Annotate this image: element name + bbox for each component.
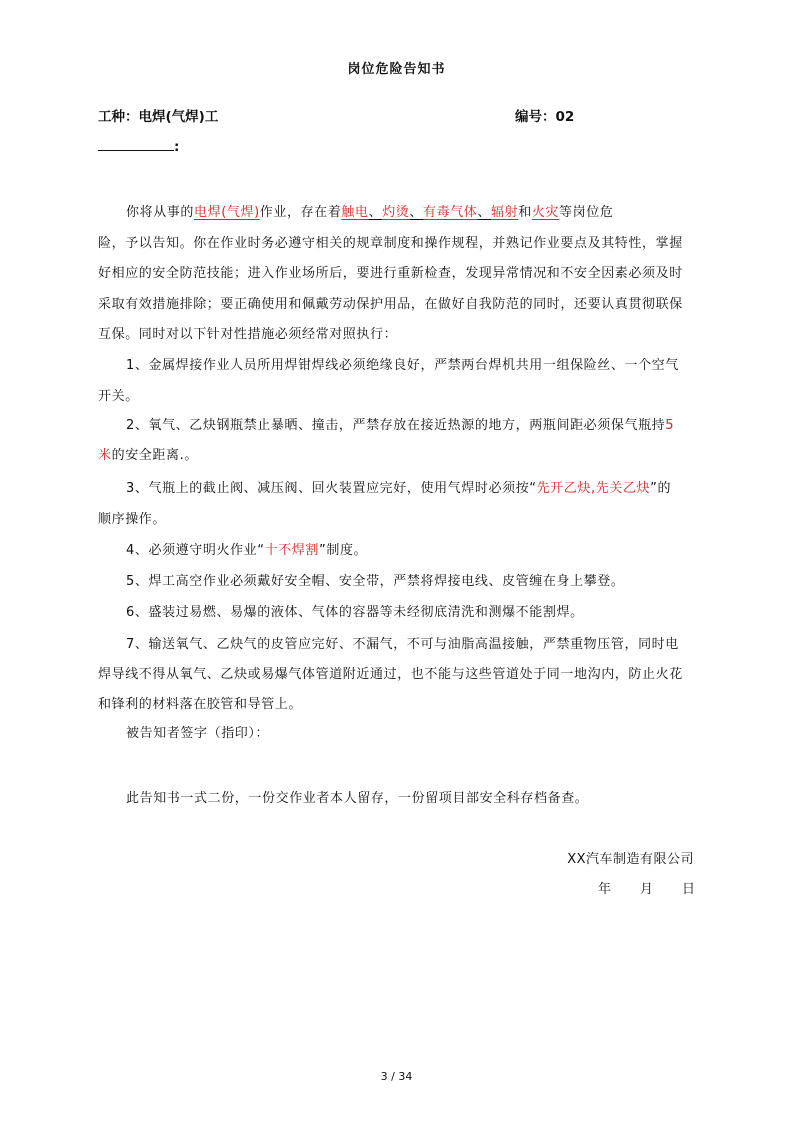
item-7-line-1: 7、输送氧气、乙炔气的皮管应完好、不漏气，不可与油脂高温接触，严禁重物压管，同时电	[126, 637, 679, 652]
addressee-blank	[98, 138, 174, 151]
intro-text: 等岗位危	[559, 205, 614, 220]
item-2-line-2	[98, 443, 198, 468]
number-value: 02	[555, 109, 575, 125]
addressee-colon: :	[174, 139, 180, 155]
document-number	[515, 105, 574, 125]
item-5: 5、焊工高空作业必须戴好安全帽、安全带，严禁将焊接电线、皮管缠在身上攀登。	[126, 574, 625, 589]
item-text: 的安全距离.。	[111, 448, 198, 463]
item-3-line-2: 顺序操作。	[98, 512, 167, 527]
intro-text: 和	[518, 205, 532, 220]
intro-line-3: 好相应的安全防范技能；进入作业场所后，要进行重新检查，发现异常情况和不安全因素必须及时	[98, 266, 683, 281]
item-text: 2、氧气、乙炔钢瓶禁止暴晒、撞击，严禁存放在接近热源的地方，两瓶间距必须保气瓶持	[126, 418, 666, 433]
copies-note: 此告知书一式二份，一份交作业者本人留存，一份留项目部安全科存档备查。	[126, 791, 589, 806]
separator: 、	[477, 205, 492, 220]
job-type	[98, 105, 218, 125]
item-text: 4、必须遵守明火作业“	[126, 543, 265, 558]
job-name: 电焊(气焊)	[194, 205, 260, 220]
item-1-line-1: 1、金属焊接作业人员所用焊钳焊线必须绝缘良好，严禁两台焊机共用一组保险丝、一个空气	[126, 358, 679, 373]
distance-value: 5	[665, 418, 675, 433]
job-type-value: 电焊(气焊)工	[138, 109, 219, 125]
item-text: ”的	[650, 481, 672, 496]
date-month: 月	[640, 882, 654, 897]
intro-line-4: 采取有效措施排除；要正确使用和佩戴劳动保护用品，在做好自我防范的同时，还要认真贯彻联保	[98, 297, 683, 312]
distance-unit: 米	[98, 448, 112, 463]
company-name: XX汽车制造有限公司	[567, 852, 694, 867]
item-3-line-1	[126, 476, 671, 501]
hazard-electric-shock: 触电	[341, 205, 369, 220]
item-6: 6、盛装过易燃、易爆的液体、气体的容器等未经彻底清洗和测爆不能割焊。	[126, 605, 584, 620]
ten-no-welding-rule: 十不焊割	[264, 543, 320, 558]
number-label: 编号：	[515, 109, 556, 125]
date-day: 日	[682, 882, 696, 897]
date-year: 年	[598, 882, 612, 897]
page-number: 3 / 34	[380, 1070, 413, 1083]
separator: 、	[368, 205, 383, 220]
item-7-line-3: 和锋利的材料落在胶管和导管上。	[98, 697, 303, 712]
addressee-line	[98, 138, 179, 155]
item-text: ”制度。	[319, 543, 368, 558]
item-2-line-1	[126, 413, 674, 438]
item-1-line-2: 开关。	[98, 389, 139, 404]
job-type-label: 工种：	[98, 109, 139, 125]
hazard-radiation: 辐射	[491, 205, 519, 220]
hazard-fire: 火灾	[531, 205, 560, 220]
gas-order-rule: 先开乙炔,先关乙炔	[536, 481, 651, 496]
separator: 、	[409, 205, 423, 220]
document-title: 岗位危险告知书	[347, 62, 446, 77]
hazard-toxic-gas: 有毒气体	[423, 205, 478, 220]
item-4	[126, 538, 367, 563]
intro-text: 你将从事的	[126, 205, 195, 220]
intro-line-1	[126, 200, 613, 225]
item-text: 3、气瓶上的截止阀、减压阀、回火装置应完好，使用气焊时必须按“	[126, 481, 537, 496]
intro-line-5: 互保。同时对以下针对性措施必须经常对照执行：	[98, 327, 398, 342]
signature-label: 被告知者签字（指印）：	[126, 726, 270, 741]
intro-text: 作业，存在着	[259, 205, 342, 220]
intro-line-2: 险，予以告知。你在作业时务必遵守相关的规章制度和操作规程，并熟记作业要点及其特性，掌握	[98, 236, 683, 251]
hazard-burn: 灼烫	[382, 205, 410, 220]
item-7-line-2: 焊导线不得从氧气、乙炔或易爆气体管道附近通过，也不能与这些管道处于同一地沟内，防止火花	[98, 667, 683, 682]
